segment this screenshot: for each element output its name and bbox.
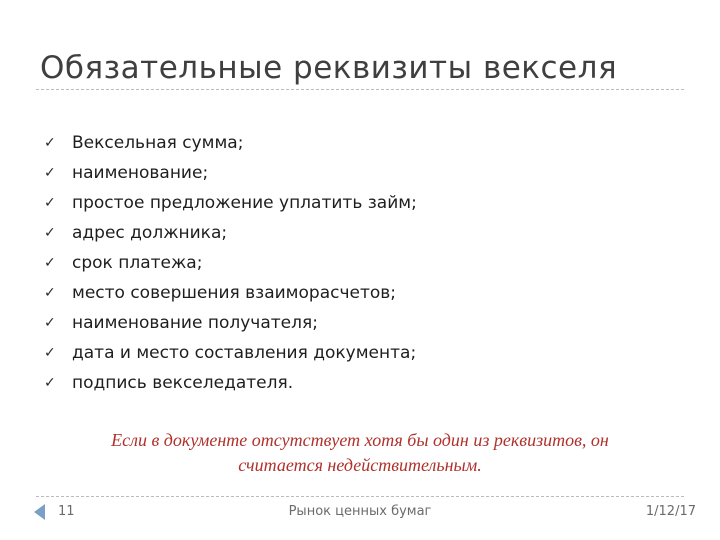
checkmark-icon: ✓	[44, 165, 56, 181]
checkmark-icon: ✓	[44, 285, 56, 301]
warning-note	[60, 428, 660, 478]
checkmark-icon: ✓	[44, 315, 56, 331]
footer-title: Рынок ценных бумаг	[288, 504, 432, 519]
bullet-text: наименование получателя;	[72, 313, 318, 333]
checkmark-icon: ✓	[44, 375, 56, 391]
bullet-text: адрес должника;	[72, 223, 228, 243]
bullet-text: срок платежа;	[72, 253, 203, 273]
footer-date: 1/12/17	[645, 504, 696, 519]
bullet-text: Вексельная сумма;	[72, 133, 244, 153]
page-number: 11	[58, 504, 75, 519]
title-divider	[36, 89, 684, 90]
bullet-text: место совершения взаиморасчетов;	[72, 283, 397, 303]
slide-title: Обязательные реквизиты векселя	[40, 50, 618, 86]
checkmark-icon: ✓	[44, 225, 56, 241]
footer-divider	[36, 496, 684, 497]
checkmark-icon: ✓	[44, 195, 56, 211]
checkmark-icon: ✓	[44, 135, 56, 151]
warning-note-line: считается недействительным.	[238, 455, 482, 475]
triangle-left-icon	[34, 504, 45, 520]
bullet-text: дата и место составления документа;	[72, 343, 417, 363]
bullet-text: наименование;	[72, 163, 209, 183]
checkmark-icon: ✓	[44, 345, 56, 361]
bullet-text: подпись векселедателя.	[72, 373, 294, 393]
bullet-text: простое предложение уплатить займ;	[72, 193, 417, 213]
checkmark-icon: ✓	[44, 255, 56, 271]
warning-note-line: Если в документе отсутствует хотя бы один из реквизитов, он	[111, 430, 609, 450]
